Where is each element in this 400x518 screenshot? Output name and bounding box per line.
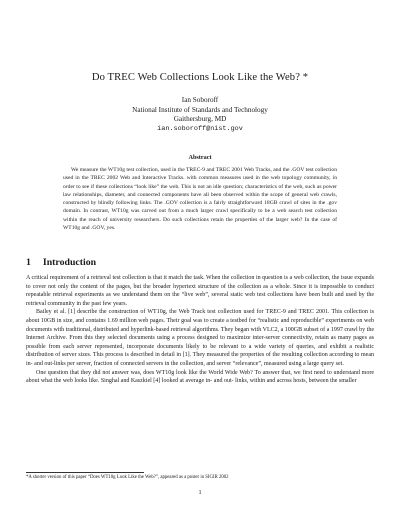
footnote: *A shorter version of this paper “Does WT10g Look Like the Web?”, appeared as a poster in SIGIR 2002 <box>26 475 229 480</box>
author-block <box>0 96 400 134</box>
abstract-text: We measure the WT10g test collection, used in the TREC-9 and TREC 2001 Web Tracks, and the .GOV test collection used in the TREC 2002 Web and Interactive Tracks. with common measures used in the web topology community, in order to see if these collections “look like” the web. This is not an idle question; characteristics of the web, such as power law relationships, diameter, and connected components have all been observed within the scope of general web crawls, constructed by blindly following links. The .GOV collection is a fairly straightforward 18GB crawl of sites in the .gov domain. In contrast, WT10g was carved out from a much larger crawl specifically to be a web search test collection within the reach of university researchers. Do such collections retain the properties of the larger web? In the case of WT10g and .GOV, yes. <box>63 167 337 232</box>
author-name: Ian Soboroff <box>181 96 219 104</box>
paper-title: Do TREC Web Collections Look Like the Web? * <box>91 72 309 83</box>
body-paragraph: Bailey et al. [1] describe the construction of WT10g, the Web Track test collection used for TREC-9 and TREC 2001. This collection is about 10GB in size, and contains 1.69 million web pages. Their goal was to create a testbed for “realistic and reproducible” experiments on web documents with traditional, distributed and hyperlink-based retrieval algorithms. They began with VLC2, a 100GB subset of a 1997 crawl by the Internet Archive. From this they selected documents using a process designed to maximize inter-server connectivity, retain as many pages as possible from each server represented, incorporate documents likely to be relevant to a wide variety of queries, and exhibit a realistic distribution of server sizes. This process is described in detail in [1]. They measured the properties of the resulting collection according to mean in- and out-links per server, fraction of connected servers in the collection, and server “relevance”, measured using a large query set. <box>26 309 374 367</box>
body-paragraph: One question that they did not answer was, does WT10g look like the World Wide Web? To answer that, we first need to understand more about what the web looks like. Singhal and Kaszkiel [4] looked at average in- and out- links, within and across hosts, between the smaller <box>26 369 374 385</box>
section-heading <box>26 257 96 268</box>
section-body <box>26 274 374 386</box>
body-paragraph: A critical requirement of a retrieval test collection is that it match the task. When the collection in question is a web collection, the issue expands to cover not only the content of the pages, but the broader hypertext structure of the collection as a whole. Since it is impossible to conduct repeatable retrieval experiments as we understand them on the “live web”, several static web test collections have been built and used by the retrieval community in the past few years. <box>26 275 374 307</box>
author-email: ian.soboroff@nist.gov <box>157 124 243 133</box>
abstract-heading: Abstract <box>188 154 212 161</box>
footnote-divider <box>26 472 144 473</box>
page-number: 1 <box>198 489 202 496</box>
author-affiliation: National Institute of Standards and Technology <box>132 105 268 114</box>
section-title: Introduction <box>42 257 97 268</box>
author-location: Gaithersburg, MD <box>173 115 227 124</box>
section-number: 1 <box>26 257 31 268</box>
